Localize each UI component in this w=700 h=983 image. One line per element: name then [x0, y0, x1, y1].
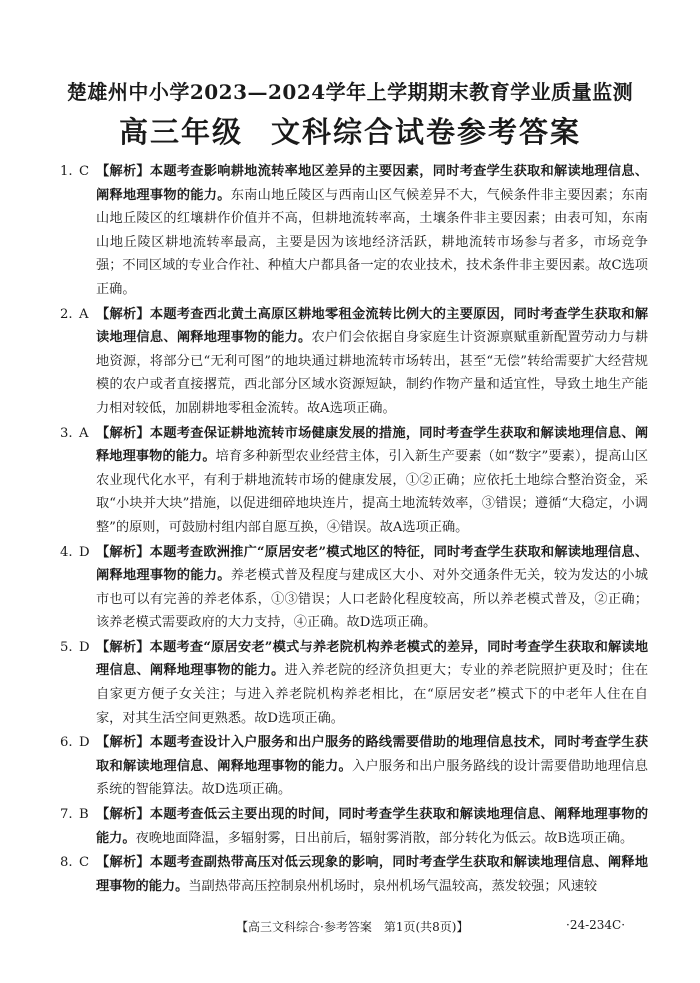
explanation-text: 农户们会依据自身家庭生计资源禀赋重新配置劳动力与耕地资源，将部分已“无利可图”的地块通过耕地流转市场转出，甚至“无偿”转给需要扩大经营规模的农户或者直接撂荒，西北部分区域水资源短缺，制约作物产量和适宜性，导致土地生产能力相对较低，加剧耕地零租金流转。故A选项正确。	[96, 330, 649, 416]
answer-item	[60, 803, 648, 850]
question-number: 8.	[60, 855, 73, 871]
focus-text: 本题考查影响耕地流转率地区差异的主要因素，同时考查学生获取和解读地理信息、阐释地理事物的能力。	[96, 164, 649, 203]
answer-choice: D	[79, 544, 90, 560]
answer-item	[60, 636, 648, 730]
question-number: 3.	[60, 425, 73, 441]
answer-choice: A	[79, 306, 89, 322]
answer-list	[60, 160, 648, 899]
answer-explanation	[96, 160, 648, 302]
question-number: 4.	[60, 544, 73, 560]
focus-text: 本题考查副热带高压对低云现象的影响，同时考查学生获取和解读地理信息、阐释地理事物的能力。	[96, 855, 649, 894]
question-number: 1.	[60, 164, 73, 179]
analysis-tag: 【解析】	[96, 425, 150, 441]
answer-item	[60, 160, 648, 302]
explanation-text: 东南山地丘陵区与西南山区气候差异不大，气候条件非主要因素；东南山地丘陵区的红壤耕作价值并不高，但耕地流转率高，土壤条件非主要因素；由表可知，东南山地丘陵区耕地流转率最高，主要是因为该地经济活跃，耕地流转市场参与者多，市场竞争强；不同区域的专业合作社、种植大户都具备一定的农业技术，技术条件非主要因素。故C选项正确。	[96, 187, 648, 297]
focus-text: 本题考查保证耕地流转市场健康发展的措施，同时考查学生获取和解读地理信息、阐释地理事物的能力。	[96, 425, 649, 465]
answer-item	[60, 851, 648, 898]
answer-item	[60, 731, 648, 802]
answer-choice: C	[79, 855, 90, 871]
answer-explanation	[96, 422, 648, 540]
analysis-tag: 【解析】	[96, 544, 150, 560]
focus-text: 本题考查欧洲推广“原居安老”模式地区的特征，同时考查学生获取和解读地理信息、阐释地理事物的能力。	[96, 544, 649, 584]
answer-choice: B	[79, 807, 89, 823]
footer-exam-code: ·24-234C·	[566, 918, 626, 932]
explanation-text: 养老模式普及程度与建成区大小、对外交通条件无关，较为发达的小城市也可以有完善的养老体系，①③错误；人口老龄化程度较高，所以养老模式普及，②正确；该养老模式需要政府的大力支持，④正确。故D选项正确。	[96, 568, 648, 631]
analysis-tag: 【解析】	[96, 164, 150, 179]
document-title	[0, 110, 700, 151]
focus-text: 本题考查“原居安老”模式与养老院机构养老模式的差异，同时考查学生获取和解读地理信息、阐释地理事物的能力。	[96, 639, 649, 679]
answer-explanation	[96, 803, 648, 850]
answer-explanation	[96, 851, 648, 898]
answer-item	[60, 541, 648, 635]
analysis-tag: 【解析】	[96, 735, 150, 751]
question-number: 6.	[60, 735, 73, 751]
focus-text: 本题考查设计入户服务和出户服务的路线需要借助的地理信息技术，同时考查学生获取和解读地理信息、阐释地理事物的能力。	[96, 735, 649, 774]
focus-text: 本题考查西北黄土高原区耕地零租金流转比例大的主要原因，同时考查学生获取和解读地理信息、阐释地理事物的能力。	[96, 306, 649, 346]
analysis-tag: 【解析】	[96, 807, 150, 823]
answer-item	[60, 422, 648, 540]
question-number: 2.	[60, 306, 73, 322]
question-number: 5.	[60, 639, 73, 655]
explanation-text: 入户服务和出户服务路线的设计需要借助地理信息系统的智能算法。故D选项正确。	[96, 758, 648, 798]
explanation-text: 进入养老院的经济负担更大；专业的养老院照护更及时；住在自家更方便子女关注；与进入养老院机构养老相比，在“原居安老”模式下的中老年人住在自家，对其生活空间更熟悉。故D选项正确。	[96, 663, 649, 726]
analysis-tag: 【解析】	[96, 639, 150, 655]
analysis-tag: 【解析】	[96, 306, 150, 322]
explanation-text: 夜晚地面降温，多辐射雾，日出前后，辐射雾消散，部分转化为低云。故B选项正确。	[135, 830, 634, 846]
answer-item	[60, 303, 648, 421]
subject-label: 文科综合试卷参考答案	[271, 115, 582, 149]
exam-title: 楚雄州中小学2023—2024学年上学期期末教育学业质量监测	[66, 80, 634, 104]
answer-choice: D	[79, 639, 90, 655]
answer-choice: C	[79, 164, 90, 179]
grade-label: 高三年级	[118, 115, 243, 149]
explanation-text: 培育多种新型农业经营主体，引入新生产要素（如“数字”要素），提高山区农业现代化水平，有利于耕地流转市场的健康发展，①②正确；应依托土地综合整治资金，采取“小块并大块”措施，以促进细碎地块连片，提高土地流转效率，③错误；遵循“大稳定，小调整”的原则，可鼓励村组内部自愿互换，④错误。故A选项正确。	[96, 449, 648, 535]
answer-choice: A	[79, 425, 89, 441]
answer-explanation	[96, 303, 648, 421]
answer-choice: D	[79, 735, 90, 751]
focus-text: 本题考查低云主要出现的时间，同时考查学生获取和解读地理信息、阐释地理事物的能力。	[96, 807, 649, 846]
analysis-tag: 【解析】	[96, 855, 150, 871]
footer-page-info: 【高三文科综合·参考答案 第1页(共8页)】	[236, 920, 469, 934]
answer-explanation	[96, 541, 648, 635]
answer-explanation	[96, 636, 648, 730]
answer-explanation	[96, 731, 648, 802]
explanation-text: 当副热带高压控制泉州机场时，泉州机场气温较高，蒸发较强；风速较	[188, 878, 598, 894]
question-number: 7.	[60, 807, 73, 823]
